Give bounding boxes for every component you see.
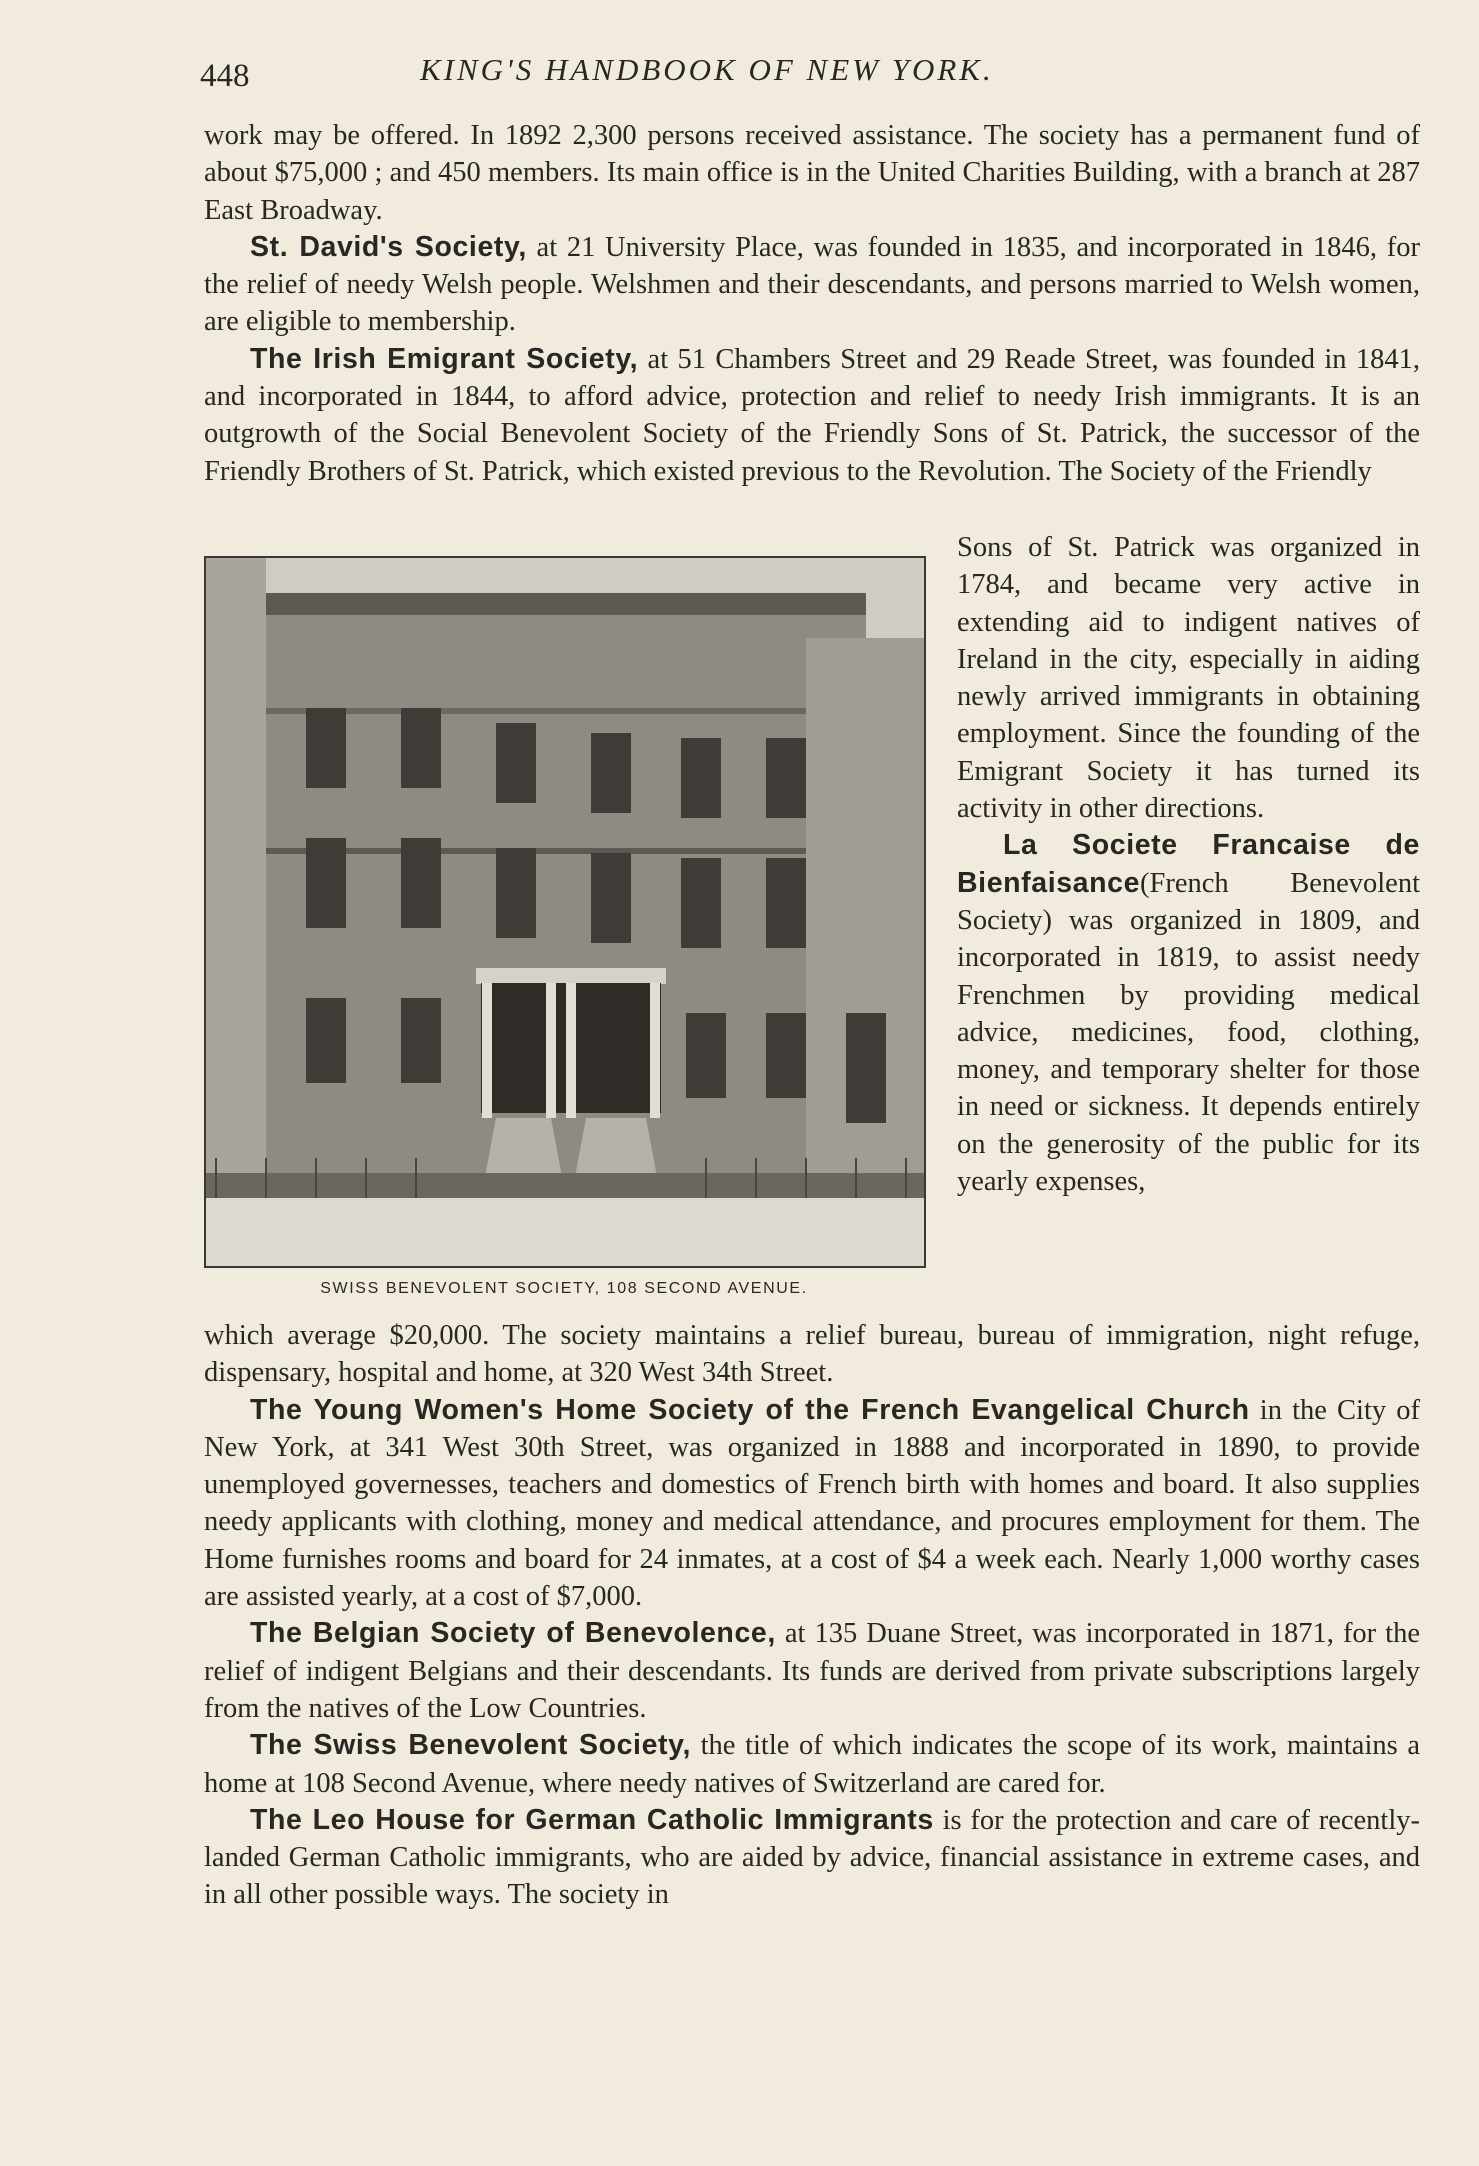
paragraph-swiss-benevolent — [204, 1727, 1420, 1802]
paragraph-heading: The Irish Emigrant Society, — [250, 342, 639, 375]
paragraph-continuation — [204, 117, 1420, 229]
building-photograph — [204, 556, 926, 1268]
paragraph-text: Sons of St. Patrick was organized in 1784, and became very active in extending aid to indigent natives of Ireland in the city, especially in aiding newly arrived immigrants in obtaining employment. Since the founding of the Emigrant Society it has turned its activity in other directions. — [957, 532, 1420, 825]
paragraph-text: at 21 University Place, was founded in 1835, and incorporated in 1846, for the relief of needy Welsh people. Welshmen and their descendants, and persons married to Welsh women, are eligible to membership. — [204, 231, 1420, 338]
paragraph-heading: La Societe Francaise de Bienfaisance — [957, 829, 1420, 899]
paragraph-text: at 51 Chambers Street and 29 Reade Street, was founded in 1841, and incorporated in 1844, to afford advice, protection and relief to needy Irish immigrants. It is an outgrowth of the Social Benevolent Society of the Friendly Sons of St. Patrick, the successor of the Friendly Brothers of St. Patrick, which existed previous to the Revolution. The Society of the Friendly — [204, 343, 1420, 487]
paragraph-belgian-society — [204, 1615, 1420, 1727]
paragraph-heading: The Belgian Society of Benevolence, — [250, 1617, 776, 1650]
paragraph-text: the title of which indicates the scope of its work, maintains a home at 108 Second Avenue, where needy natives of Switzerland are cared for. — [204, 1730, 1420, 1799]
building-illustration — [206, 558, 924, 1266]
paragraph-la-societe — [957, 827, 1420, 1200]
paragraph-irish-continuation — [957, 529, 1420, 827]
paragraph-young-womens-home — [204, 1392, 1420, 1616]
paragraph-heading: The Swiss Benevolent Society, — [250, 1729, 691, 1762]
paragraph-leo-house — [204, 1802, 1420, 1914]
paragraph-heading: St. David's Society, — [250, 230, 527, 263]
paragraph-st-davids — [204, 229, 1420, 341]
paragraph-text: in the City of New York, at 341 West 30th Street, was organized in 1888 and incorporated in 1890, to provide unemployed governesses, teachers and domestics of French birth with homes and board. It also supplies needy applicants with clothing, money and medical attendance, and procures employment for them. The Home furnishes rooms and board for 24 inmates, at a cost of $4 a week each. Nearly 1,000 worthy cases are assisted yearly, at a cost of $7,000. — [204, 1394, 1420, 1613]
paragraph-irish-emigrant — [204, 341, 1420, 490]
bottom-text-block — [204, 1317, 1420, 1914]
paragraph-text: which average $20,000. The society maintains a relief bureau, bureau of immigration, night refuge, dispensary, hospital and home, at 320 West 34th Street. — [204, 1320, 1420, 1389]
page-header — [200, 48, 1420, 98]
paragraph-heading: The Leo House for German Catholic Immigrants — [250, 1803, 934, 1836]
paragraph-text: (French Benevolent Society) was organized in 1809, and incorporated in 1819, to assist needy Frenchmen by providing medical advice, medicines, food, clothing, money, and temporary shelter for those in need or sickness. It depends entirely on the generosity of the public for its yearly expenses, — [957, 867, 1420, 1198]
figure — [204, 556, 926, 1298]
paragraph-text: is for the protection and care of recently-landed German Catholic immigrants, who are aided by advice, financial assistance in extreme cases, and in all other possible ways. The society in — [204, 1804, 1421, 1911]
paragraph-heading: The Young Women's Home Society of the French Evangelical Church — [250, 1393, 1250, 1426]
side-text-column — [957, 529, 1420, 1200]
running-title: KING'S HANDBOOK OF NEW YORK. — [420, 52, 994, 87]
paragraph-text: at 135 Duane Street, was incorporated in 1871, for the relief of indigent Belgians and their descendants. Its funds are derived from private subscriptions largely from the natives of the Low Countries. — [204, 1618, 1421, 1724]
paragraph-text: work may be offered. In 1892 2,300 persons received assistance. The society has a permanent fund of about $75,000 ; and 450 members. Its main office is in the United Charities Building, with a branch at 287 East Broadway. — [204, 120, 1420, 226]
top-text-block — [204, 117, 1420, 490]
paragraph-la-societe-continuation — [204, 1317, 1420, 1392]
figure-caption: SWISS BENEVOLENT SOCIETY, 108 SECOND AVENUE. — [320, 1280, 808, 1297]
page-number: 448 — [200, 58, 250, 94]
